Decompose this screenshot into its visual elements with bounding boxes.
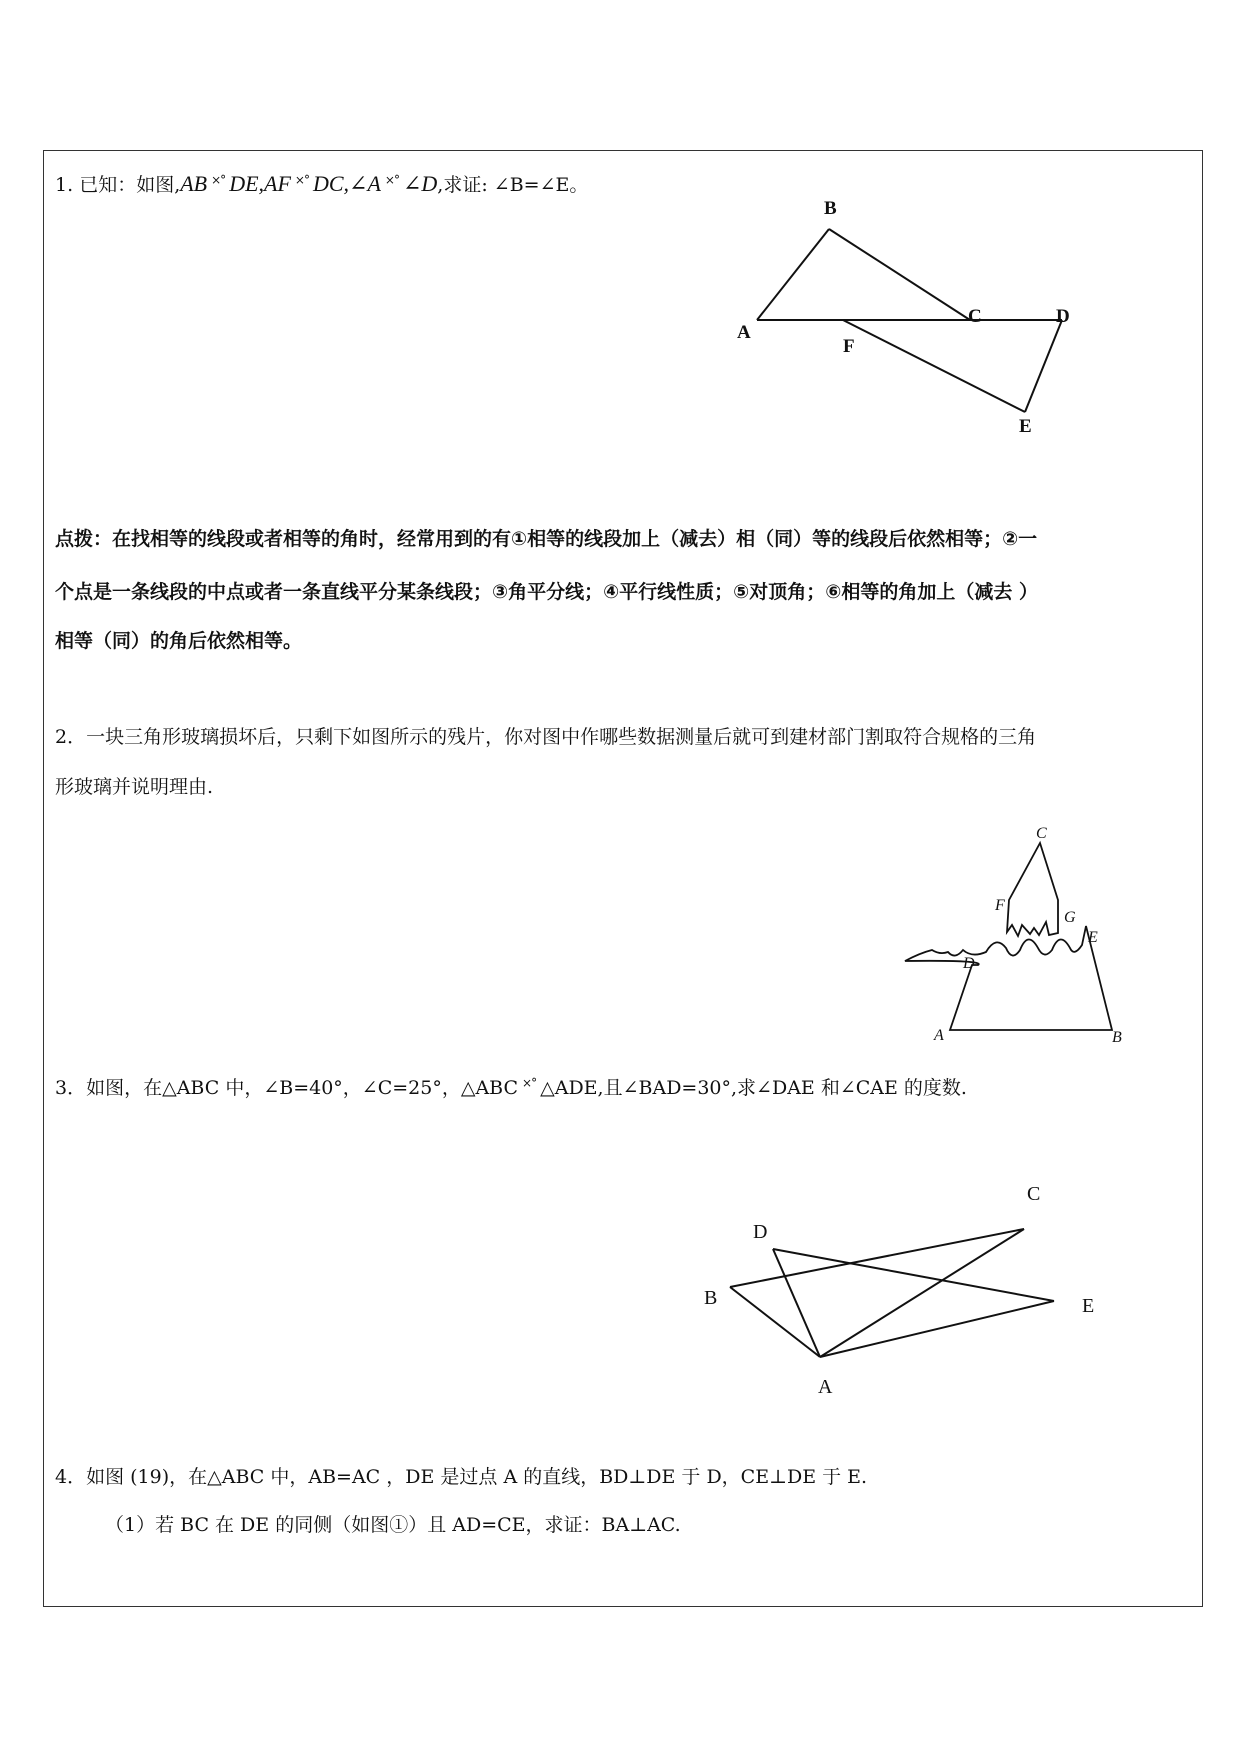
congruent-mark: ×° — [522, 1075, 537, 1090]
congruent-mark: ×° — [384, 172, 399, 187]
problem-number: 1. — [55, 174, 74, 196]
label-d: D — [963, 955, 975, 972]
label-d: D — [1056, 306, 1070, 327]
label-f: F — [995, 897, 1005, 914]
math-dc: DC, — [312, 171, 350, 196]
problem-3-text-b: △ADE,且∠BAD=30°,求∠DAE 和∠CAE 的度数. — [540, 1077, 967, 1099]
congruent-mark: ×° — [211, 172, 226, 187]
label-f: F — [843, 336, 855, 357]
problem-1-tail: ,求证: ∠B=∠E。 — [437, 174, 589, 196]
label-e: E — [1088, 929, 1098, 946]
math-angle-d: ∠D — [402, 171, 438, 196]
label-c: C — [1036, 825, 1047, 842]
problem-2-line-1: 2．一块三角形玻璃损坏后，只剩下如图所示的残片，你对图中作哪些数据测量后就可到建材部门割取符合规格的三角 — [55, 726, 1037, 748]
label-a: A — [818, 1376, 833, 1398]
label-g: G — [1064, 909, 1076, 926]
label-c: C — [968, 306, 982, 327]
math-angle-a: ∠A — [349, 171, 381, 196]
tip-line-1: 点拨：在找相等的线段或者相等的角时，经常用到的有①相等的线段加上（减去）相（同）等的线段后依然相等；②一 — [55, 528, 1038, 550]
problem-4-line-2: （1）若 BC 在 DE 的同侧（如图①）且 AD=CE，求证：BA⊥AC. — [105, 1514, 681, 1536]
label-a: A — [737, 322, 751, 343]
congruent-mark: ×° — [294, 172, 309, 187]
label-a: A — [934, 1027, 944, 1044]
label-c: C — [1027, 1183, 1041, 1205]
math-ab: AB — [180, 171, 208, 196]
problem-2-line-2: 形玻璃并说明理由. — [55, 776, 214, 798]
math-af: AF — [264, 171, 291, 196]
label-b: B — [704, 1287, 718, 1309]
label-e: E — [1082, 1295, 1095, 1317]
math-de: DE, — [229, 171, 265, 196]
tip-line-2: 个点是一条线段的中点或者一条直线平分某条线段；③角平分线；④平行线性质；⑤对顶角；⑥相等的角加上（减去 ） — [55, 581, 1038, 603]
problem-1-intro: 已知：如图, — [79, 174, 181, 196]
label-b: B — [824, 198, 837, 219]
problem-3-text-a: 3．如图，在△ABC 中，∠B=40°，∠C=25°，△ABC — [55, 1077, 519, 1099]
problem-4-line-1: 4．如图 (19)，在△ABC 中，AB=AC ，DE 是过点 A 的直线，BD⊥DE 于 D，CE⊥DE 于 E. — [55, 1466, 868, 1488]
label-e: E — [1019, 416, 1032, 437]
label-d: D — [753, 1221, 768, 1243]
tip-line-3: 相等（同）的角后依然相等。 — [55, 630, 303, 652]
label-b: B — [1112, 1029, 1122, 1046]
